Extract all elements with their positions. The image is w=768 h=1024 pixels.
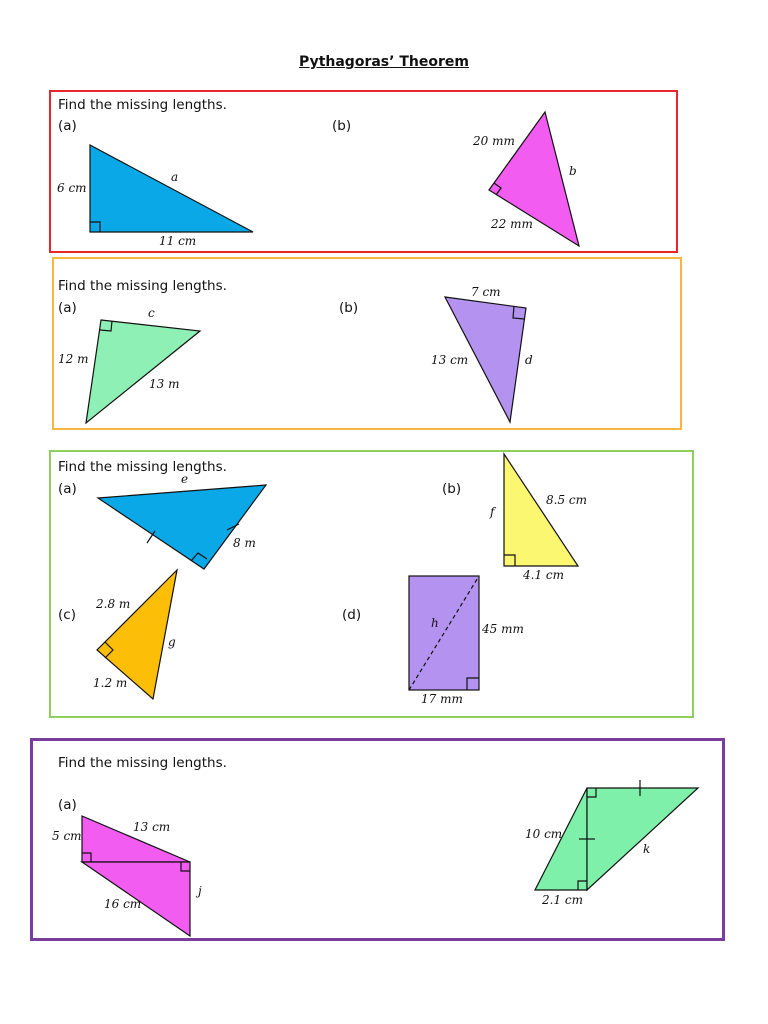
section-4-part-a: (a) xyxy=(58,797,77,813)
page-title: Pythagoras’ Theorem xyxy=(299,54,469,70)
label-4a-hyp1: 13 cm xyxy=(133,820,171,834)
label-2a-side1: c xyxy=(148,306,155,320)
label-2a-side2: 12 m xyxy=(58,352,89,366)
label-3a-hyp: e xyxy=(181,472,189,486)
triangle-2a xyxy=(86,320,200,423)
label-3c-hyp: g xyxy=(168,635,176,649)
section-3-part-a: (a) xyxy=(58,481,77,497)
label-3d-diag: h xyxy=(431,616,439,630)
label-1b-side2: 22 mm xyxy=(491,217,533,231)
label-1a-side1: 6 cm xyxy=(57,181,87,195)
label-1a-side2: 11 cm xyxy=(159,234,197,248)
section-3-part-b: (b) xyxy=(442,481,462,497)
section-4-prompt: Find the missing lengths. xyxy=(58,755,227,771)
label-4a-hyp2: 16 cm xyxy=(104,897,142,911)
label-3b-side2: 4.1 cm xyxy=(523,568,564,582)
triangle-3a xyxy=(98,485,266,569)
section-1-part-a: (a) xyxy=(58,118,77,134)
label-3b-hyp: 8.5 cm xyxy=(546,493,587,507)
label-4b-side1: 10 cm xyxy=(525,827,563,841)
label-2a-hyp: 13 m xyxy=(149,377,180,391)
triangle-1a xyxy=(90,145,253,232)
label-2b-side2: d xyxy=(525,353,533,367)
triangle-3b xyxy=(504,454,578,566)
label-4b-hyp: k xyxy=(643,842,651,856)
label-3d-height: 45 mm xyxy=(482,622,524,636)
label-1b-side1: 20 mm xyxy=(473,134,515,148)
label-1b-hyp: b xyxy=(569,164,577,178)
label-3d-width: 17 mm xyxy=(421,692,463,706)
label-4b-side2: 2.1 cm xyxy=(542,893,583,907)
label-4a-side2: j xyxy=(198,884,202,898)
section-2-part-b: (b) xyxy=(339,300,359,316)
section-1-part-b: (b) xyxy=(332,118,352,134)
section-3-part-d: (d) xyxy=(342,607,362,623)
label-2b-hyp: 13 cm xyxy=(431,353,469,367)
section-3-part-c: (c) xyxy=(58,607,76,623)
label-3c-side1: 2.8 m xyxy=(96,597,131,611)
label-3a-side: 8 m xyxy=(233,536,256,550)
section-1-prompt: Find the missing lengths. xyxy=(58,97,227,113)
label-4a-side1: 5 cm xyxy=(52,829,82,843)
label-1a-hyp: a xyxy=(171,170,179,184)
triangle-4b-right xyxy=(587,788,698,890)
label-2b-side1: 7 cm xyxy=(471,285,501,299)
label-3c-side2: 1.2 m xyxy=(93,676,128,690)
section-3-prompt: Find the missing lengths. xyxy=(58,459,227,475)
section-2-part-a: (a) xyxy=(58,300,77,316)
section-2-prompt: Find the missing lengths. xyxy=(58,278,227,294)
label-3b-side1: f xyxy=(490,505,495,519)
